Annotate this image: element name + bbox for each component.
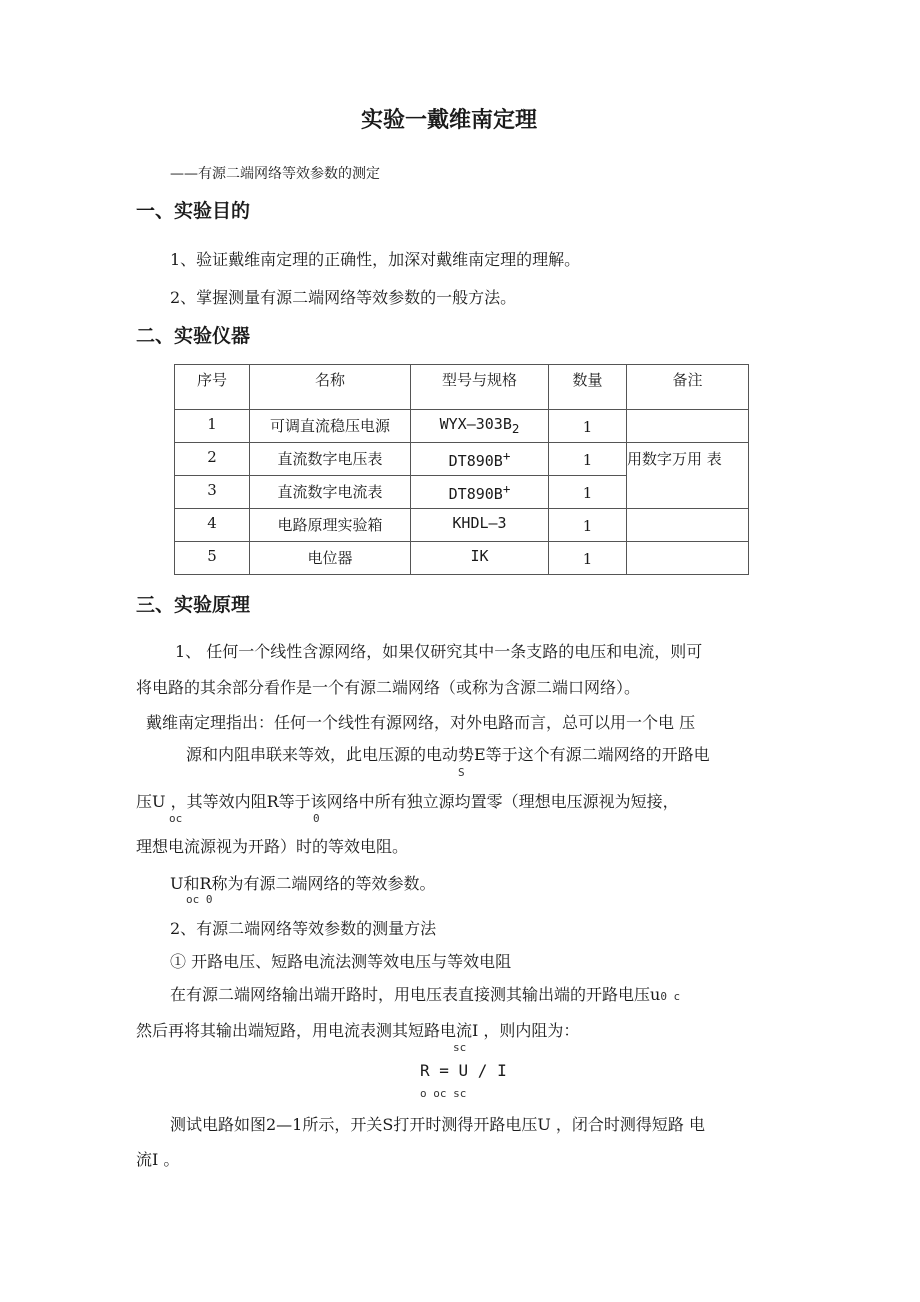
model-text: DT890B — [448, 452, 503, 470]
principle-p6-line1 — [170, 982, 680, 1005]
section-principle-heading: 三、实验原理 — [136, 594, 251, 616]
principle-p2-line1: 戴维南定理指出：任何一个线性有源网络，对外电路而言，总可以用一个电 压 — [146, 713, 696, 732]
header-model: 型号与规格 — [411, 365, 549, 410]
model-text: WYX—303B — [439, 415, 512, 433]
principle-p2-line2: 源和内阻串联来等效，此电压源的电动势E等于这个有源二端网络的开路电 — [186, 745, 710, 764]
cell-name: 可调直流稳压电源 — [269, 417, 390, 435]
subscript-s: S — [458, 766, 465, 779]
cell-no: 5 — [207, 547, 217, 565]
table-row — [175, 509, 749, 542]
model-subscript: 2 — [511, 421, 520, 436]
principle-p2-line4: 理想电流源视为开路）时的等效电阻。 — [136, 837, 409, 856]
header-no: 序号 — [175, 365, 250, 410]
cell-model: KHDL—3 — [452, 514, 507, 532]
cell-model — [411, 410, 548, 436]
header-name: 名称 — [250, 365, 411, 410]
purpose-item-2: 2、掌握测量有源二端网络等效参数的一般方法。 — [170, 288, 517, 307]
cell-model: IK — [470, 547, 489, 565]
cell-qty: 1 — [582, 451, 593, 469]
cell-name: 电路原理实验箱 — [277, 516, 383, 534]
subscript-oc: oc — [169, 812, 183, 825]
principle-p2-line3: 压U ，其等效内阻R等于该网络中所有独立源均置零（理想电压源视为短接， — [136, 792, 679, 811]
equipment-table — [174, 364, 749, 575]
subscript-oc-0: oc 0 — [186, 893, 213, 906]
principle-p1-line2: 将电路的其余部分看作是一个有源二端网络（或称为含源二端口网络）。 — [136, 678, 641, 697]
table-row — [175, 410, 749, 443]
cell-qty: 1 — [582, 484, 593, 502]
cell-model — [411, 476, 548, 503]
section-purpose-heading: 一、实验目的 — [136, 200, 251, 222]
model-text: DT890B — [448, 485, 503, 503]
subscript-0c: 0 c — [660, 990, 681, 1003]
cell-name: 电位器 — [307, 549, 353, 567]
table-row — [175, 443, 749, 476]
model-superscript: + — [502, 481, 511, 496]
principle-p7-line1: 测试电路如图2—1所示，开关S打开时测得开路电压U ，闭合时测得短路 电 — [170, 1115, 705, 1134]
cell-model — [411, 443, 548, 470]
cell-qty: 1 — [582, 517, 593, 535]
cell-no: 3 — [207, 481, 217, 499]
cell-remark-empty — [627, 509, 749, 542]
cell-name: 直流数字电压表 — [277, 450, 383, 468]
cell-no: 4 — [207, 514, 217, 532]
principle-p3: U和R称为有源二端网络的等效参数。 — [170, 874, 436, 893]
cell-remark: 用数字万用 表 — [627, 450, 722, 468]
cell-remark-empty — [627, 542, 749, 575]
header-qty: 数量 — [549, 365, 627, 410]
principle-p4: 2、有源二端网络等效参数的测量方法 — [170, 919, 437, 938]
table-row — [175, 542, 749, 575]
header-remark: 备注 — [627, 365, 749, 410]
subscript-0: 0 — [313, 812, 320, 825]
p6-text: 在有源二端网络输出端开路时，用电压表直接测其输出端的开路电压u — [170, 985, 661, 1004]
cell-name: 直流数字电流表 — [277, 483, 383, 501]
section-equipment-heading: 二、实验仪器 — [136, 325, 251, 347]
subtitle: ——有源二端网络等效参数的测定 — [170, 166, 380, 182]
cell-qty: 1 — [582, 418, 593, 436]
page-title: 实验一戴维南定理 — [361, 108, 538, 133]
purpose-item-1: 1、验证戴维南定理的正确性，加深对戴维南定理的理解。 — [170, 250, 581, 269]
cell-no: 1 — [207, 415, 217, 433]
formula: R = U / I — [420, 1061, 507, 1080]
principle-p1-line1: 1、 任何一个线性含源网络，如果仅研究其中一条支路的电压和电流，则可 — [175, 642, 703, 661]
table-header-row — [175, 365, 749, 410]
model-superscript: + — [502, 448, 511, 463]
formula-subscripts: o oc sc — [420, 1087, 467, 1100]
cell-remark-empty — [627, 410, 749, 443]
cell-qty: 1 — [582, 550, 593, 568]
principle-p5: ① 开路电压、短路电流法测等效电压与等效电阻 — [170, 952, 512, 971]
cell-no: 2 — [207, 448, 217, 466]
subscript-sc: sc — [453, 1041, 467, 1054]
principle-p7-line2: 流I 。 — [136, 1150, 180, 1169]
principle-p6-line2: 然后再将其输出端短路，用电流表测其短路电流I ，则内阻为： — [136, 1021, 580, 1040]
